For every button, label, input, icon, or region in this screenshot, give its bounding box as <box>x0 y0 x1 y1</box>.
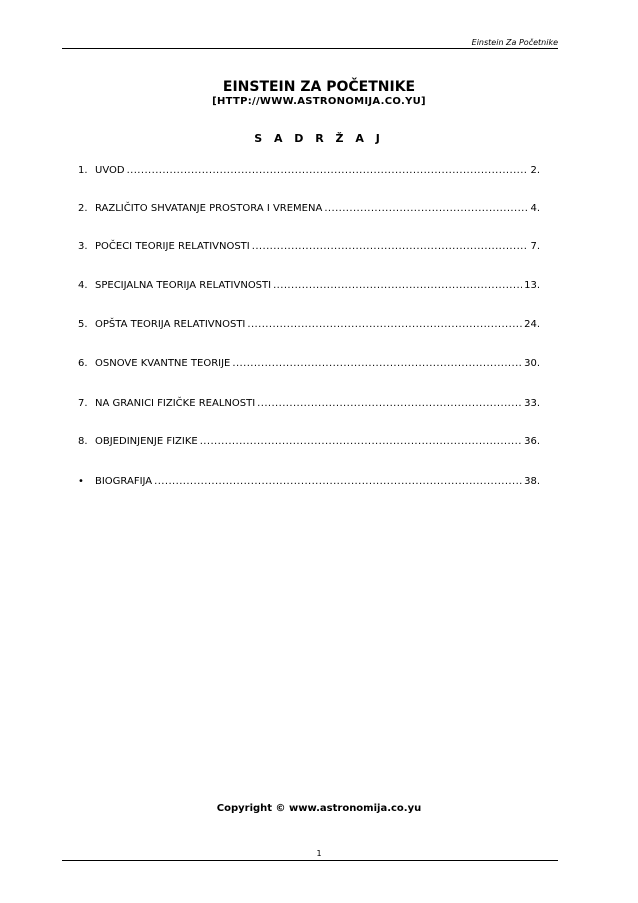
toc-entry-number: 2. <box>78 203 88 214</box>
toc-entry[interactable] <box>78 397 540 410</box>
toc-entry-title: OBJEDINJENJE FIZIKE <box>95 436 198 447</box>
toc-leader-dots <box>324 202 528 215</box>
toc-entry-number: 3. <box>78 241 88 252</box>
toc-entry[interactable] <box>78 475 540 488</box>
toc-entry-page: 4. <box>530 203 540 214</box>
toc-bullet: • <box>78 476 84 487</box>
toc-entry[interactable] <box>78 318 540 331</box>
toc-entry-page: 33. <box>524 398 540 409</box>
toc-leader-dots <box>200 435 522 448</box>
toc-entry-page: 13. <box>524 280 540 291</box>
footer-rule <box>62 860 558 861</box>
document-title: EINSTEIN ZA POČETNIKE <box>222 79 416 95</box>
toc-entry-number: 1. <box>78 165 88 176</box>
toc-entry[interactable] <box>78 164 540 177</box>
toc-leader-dots <box>252 240 529 253</box>
toc-entry-title: POČECI TEORIJE RELATIVNOSTI <box>95 241 250 252</box>
toc-entry-title: BIOGRAFIJA <box>95 476 153 487</box>
toc-entry[interactable] <box>78 357 540 370</box>
toc-entry-title: OPŠTA TEORIJA RELATIVNOSTI <box>95 319 246 330</box>
toc-entry-page: 36. <box>524 436 540 447</box>
toc-leader-dots <box>154 475 522 488</box>
toc-entry[interactable] <box>78 202 540 215</box>
toc-entry[interactable] <box>78 279 540 292</box>
toc-entry-number: 4. <box>78 280 88 291</box>
toc-entry-page: 30. <box>524 358 540 369</box>
toc-leader-dots <box>232 357 522 370</box>
page-number: 1 <box>316 849 322 858</box>
toc-entry-page: 2. <box>530 165 540 176</box>
toc-entry[interactable] <box>78 435 540 448</box>
running-header <box>62 38 558 49</box>
toc-entry-number: 8. <box>78 436 88 447</box>
toc-leader-dots <box>127 164 529 177</box>
toc-heading: S A D R Ž A J <box>254 132 384 145</box>
document-url: [HTTP://WWW.ASTRONOMIJA.CO.YU] <box>212 96 426 107</box>
toc-leader-dots <box>273 279 522 292</box>
toc-entry-number: 7. <box>78 398 88 409</box>
toc-entry-title: UVOD <box>95 165 125 176</box>
toc-entry-title: OSNOVE KVANTNE TEORIJE <box>95 358 231 369</box>
toc-leader-dots <box>247 318 522 331</box>
toc-entry-number: 5. <box>78 319 88 330</box>
toc-leader-dots <box>257 397 522 410</box>
toc-entry-page: 24. <box>524 319 540 330</box>
copyright-notice: Copyright © www.astronomija.co.yu <box>216 803 422 814</box>
toc-entry-title: SPECIJALNA TEORIJA RELATIVNOSTI <box>95 280 272 291</box>
toc-entry-title: NA GRANICI FIZIČKE REALNOSTI <box>95 398 256 409</box>
toc-entry-number: 6. <box>78 358 88 369</box>
toc-entry-page: 7. <box>530 241 540 252</box>
running-header-title: Einstein Za Početnike <box>471 38 558 47</box>
toc-entry-title: RAZLIČITO SHVATANJE PROSTORA I VREMENA <box>95 203 323 214</box>
toc-entry[interactable] <box>78 240 540 253</box>
toc-entry-page: 38. <box>524 476 540 487</box>
